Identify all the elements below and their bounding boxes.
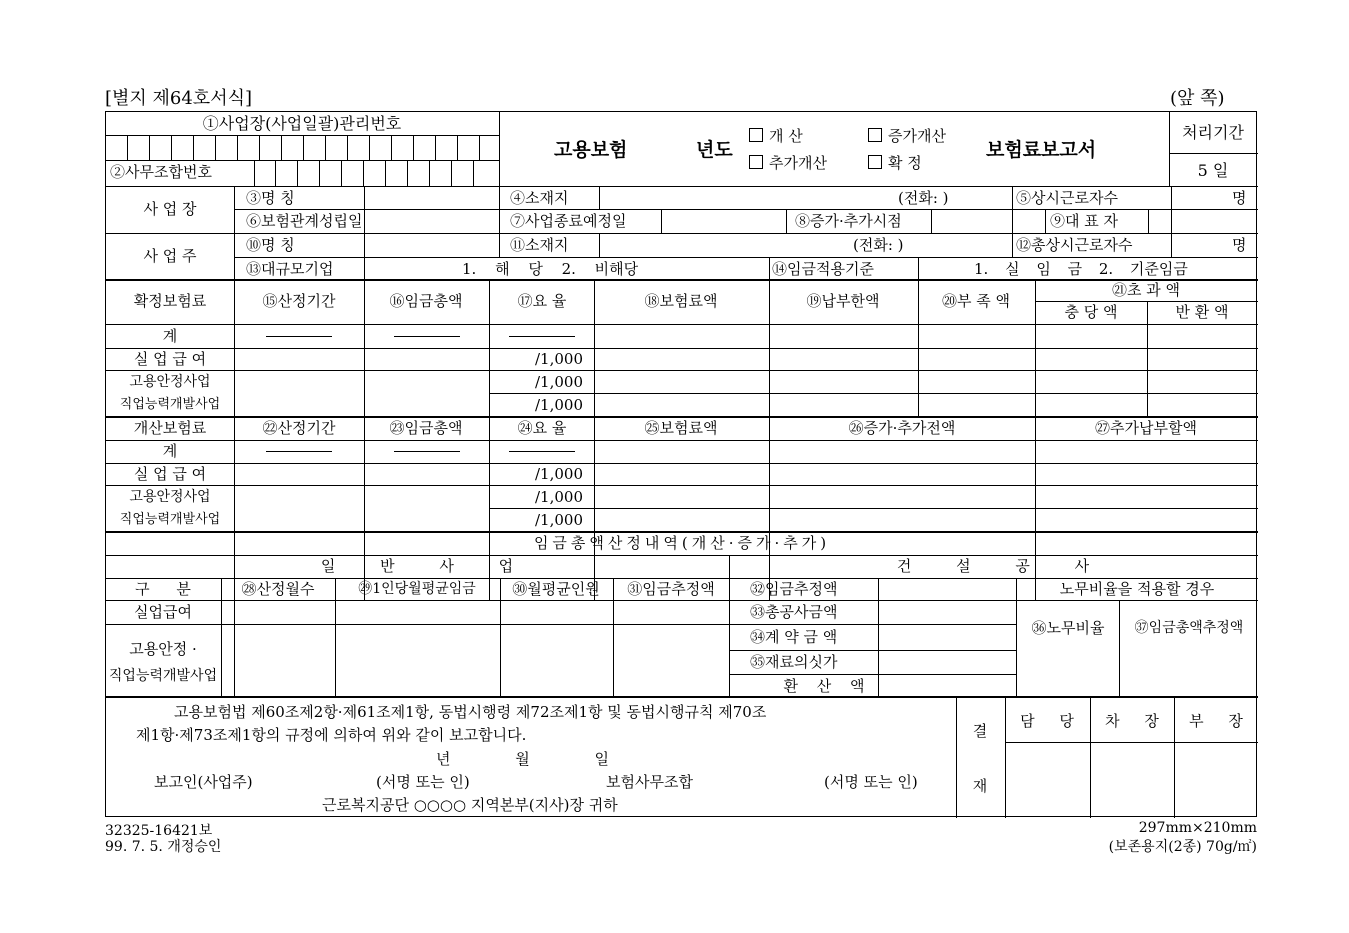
approval-col-staff: 담 당 (1020, 712, 1074, 730)
labor-ratio-title: 노무비율을 적용할 경우 (1059, 580, 1215, 598)
large-company-options: 1. 해 당 2. 비해당 (462, 260, 639, 278)
representative-label: ⑨대 표 자 (1050, 212, 1119, 230)
wage-col-avg-wage: ㉙1인당월평균임금 (358, 581, 476, 597)
wage-detail-title: 임금총액산정내역(개산·증가·추가) (533, 534, 831, 552)
confirmed-row-training: 직업능력개발사업 (119, 397, 221, 412)
wage-col-estimate: ㉛임금추정액 (627, 580, 715, 598)
approval-label-1: 결 (972, 722, 988, 740)
wage-row-training: 직업능력개발사업 (108, 668, 218, 684)
option-checkbox[interactable] (868, 128, 882, 142)
confirmed-label: 확정보험료 (133, 292, 207, 310)
close-date-label: ⑦사업종료예정일 (510, 212, 627, 230)
law-text-line2: 제1항·제73조제1항의 규정에 의하여 위와 같이 보고합니다. (136, 726, 527, 744)
reporter-sign: (서명 또는 인) (376, 773, 470, 791)
wage-row-unemployment: 실업급여 (134, 603, 192, 621)
confirmed-rate-value: /1,000 (535, 373, 583, 391)
option-checkbox[interactable] (868, 155, 882, 169)
option-label: 확 정 (888, 154, 922, 172)
approval-label-2: 재 (972, 777, 988, 795)
form-title-year: 년도 (696, 139, 733, 161)
owner-workers-label: ⑫총상시근로자수 (1016, 236, 1133, 254)
estimated-rate-value: /1,000 (535, 511, 583, 529)
con-row-material: ㉟재료의싯가 (750, 653, 838, 671)
estimated-col-rate: ㉔요 율 (517, 419, 567, 437)
confirmed-col-excess: ㉑초 과 액 (1111, 281, 1181, 299)
labor-col-wage-estimate: ㊲임금총액추정액 (1134, 620, 1244, 636)
estimated-col-before: ㉖증가·추가전액 (848, 419, 956, 437)
owner-name-label: ⑩명 칭 (246, 236, 295, 254)
estimated-row-training: 직업능력개발사업 (119, 512, 221, 527)
owner-location-label: ⑪소재지 (510, 236, 569, 254)
option-label: 개 산 (769, 127, 803, 145)
workplace-label: 사 업 장 (143, 200, 197, 218)
wage-basis-label: ⑭임금적용기준 (772, 260, 874, 278)
mgmt-no-label: ①사업장(사업일괄)관리번호 (202, 114, 402, 133)
report-date: 년 월 일 (436, 750, 610, 768)
estimated-row-total: 계 (162, 442, 178, 460)
option-checkbox[interactable] (749, 128, 763, 142)
confirmed-rate-value: /1,000 (535, 396, 583, 414)
con-row-contract: ㉞계 약 금 액 (750, 628, 838, 646)
form-id: [별지 제64호서식] (105, 88, 252, 109)
insurance-report-form (105, 111, 1257, 817)
confirmed-rate-value: /1,000 (535, 350, 583, 368)
estimated-col-additional: ㉗추가납부할액 (1095, 419, 1197, 437)
form-code: 32325-16421보 (105, 823, 213, 839)
construction-label: 건 설 공 사 (896, 557, 1090, 575)
workplace-name-label: ③명 칭 (246, 189, 295, 207)
union-label: 보험사무조합 (606, 773, 693, 791)
con-row-total-cost: ㉝총공사금액 (750, 603, 838, 621)
workplace-workers-label: ⑤상시근로자수 (1016, 189, 1118, 207)
con-row-converted: 환 산 액 (783, 677, 865, 695)
add-date-label: ⑧증가·추가시점 (795, 212, 902, 230)
wage-row-stability: 고용안정 · (129, 640, 197, 658)
law-text-line1: 고용보험법 제60조제2항·제61조제1항, 동법시행령 제72조제1항 및 동법시행규칙 제70조 (174, 703, 767, 721)
estimated-col-premium: ㉕보험료액 (644, 419, 718, 437)
confirmed-col-refund: 반 환 액 (1175, 303, 1229, 321)
paper-type: (보존용지(2종) 70g/㎡) (1108, 839, 1257, 855)
confirmed-col-wage: ⑯임금총액 (389, 292, 463, 310)
workplace-phone: (전화: ) (898, 189, 949, 207)
workplace-workers-unit: 명 (1232, 189, 1247, 207)
confirmed-col-short: ⑳부 족 액 (941, 292, 1011, 310)
labor-col-ratio: ㊱노무비율 (1031, 619, 1105, 637)
option-label: 증가개산 (888, 127, 946, 145)
estimated-col-period: ㉒산정기간 (262, 419, 336, 437)
processing-period-label: 처리기간 (1182, 123, 1244, 142)
estimated-row-stability: 고용안정사업 (129, 489, 211, 505)
union-sign: (서명 또는 인) (824, 773, 918, 791)
wage-col-months: ㉘산정월수 (241, 580, 315, 598)
confirmed-row-stability: 고용안정사업 (129, 374, 211, 390)
confirmed-row-unemployment: 실 업 급 여 (133, 350, 207, 368)
estimated-rate-value: /1,000 (535, 488, 583, 506)
con-row-wage-estimate: ㉜임금추정액 (750, 580, 838, 598)
option-checkbox[interactable] (749, 155, 763, 169)
owner-label: 사 업 주 (143, 247, 197, 265)
owner-phone: (전화: ) (853, 236, 904, 254)
processing-period-value: 5 일 (1197, 161, 1229, 180)
confirmed-col-premium: ⑱보험료액 (644, 292, 718, 310)
form-title-left: 고용보험 (554, 139, 628, 161)
estimated-col-wage: ㉓임금총액 (389, 419, 463, 437)
form-title-right: 보험료보고서 (986, 139, 1097, 161)
approval-col-deputy: 차 장 (1105, 712, 1159, 730)
confirmed-row-total: 계 (162, 327, 178, 345)
confirmed-col-rate: ⑰요 율 (517, 292, 567, 310)
workplace-location-label: ④소재지 (510, 189, 569, 207)
approval-date: 99. 7. 5. 개정승인 (105, 839, 222, 855)
reporter-label: 보고인(사업주) (154, 773, 253, 791)
option-label: 추가개산 (769, 154, 827, 172)
wage-col-category: 구 분 (135, 580, 191, 598)
recipient-line: 근로복지공단 ○○○○ 지역본부(지사)장 귀하 (322, 796, 618, 814)
page-side: (앞 쪽) (1170, 88, 1225, 109)
confirmed-col-apply: 충 당 액 (1064, 303, 1118, 321)
union-no-label: ②사무조합번호 (110, 163, 212, 181)
confirmed-col-paid: ⑲납부한액 (806, 292, 880, 310)
wage-basis-options: 1. 실 임 금 2. 기준임금 (974, 260, 1188, 278)
paper-size: 297mm×210mm (1138, 820, 1257, 836)
confirmed-col-period: ⑮산정기간 (262, 292, 336, 310)
estimated-row-unemployment: 실 업 급 여 (133, 465, 207, 483)
estimated-rate-value: /1,000 (535, 465, 583, 483)
owner-workers-unit: 명 (1232, 236, 1247, 254)
general-business-label: 일 반 사 업 (320, 557, 514, 575)
approval-col-manager: 부 장 (1189, 712, 1243, 730)
wage-col-avg-staff: ㉚월평균인원 (512, 580, 600, 598)
large-company-label: ⑬대규모기업 (246, 260, 334, 278)
est-date-label: ⑥보험관계성립일 (246, 212, 363, 230)
estimated-label: 개산보험료 (133, 419, 207, 437)
